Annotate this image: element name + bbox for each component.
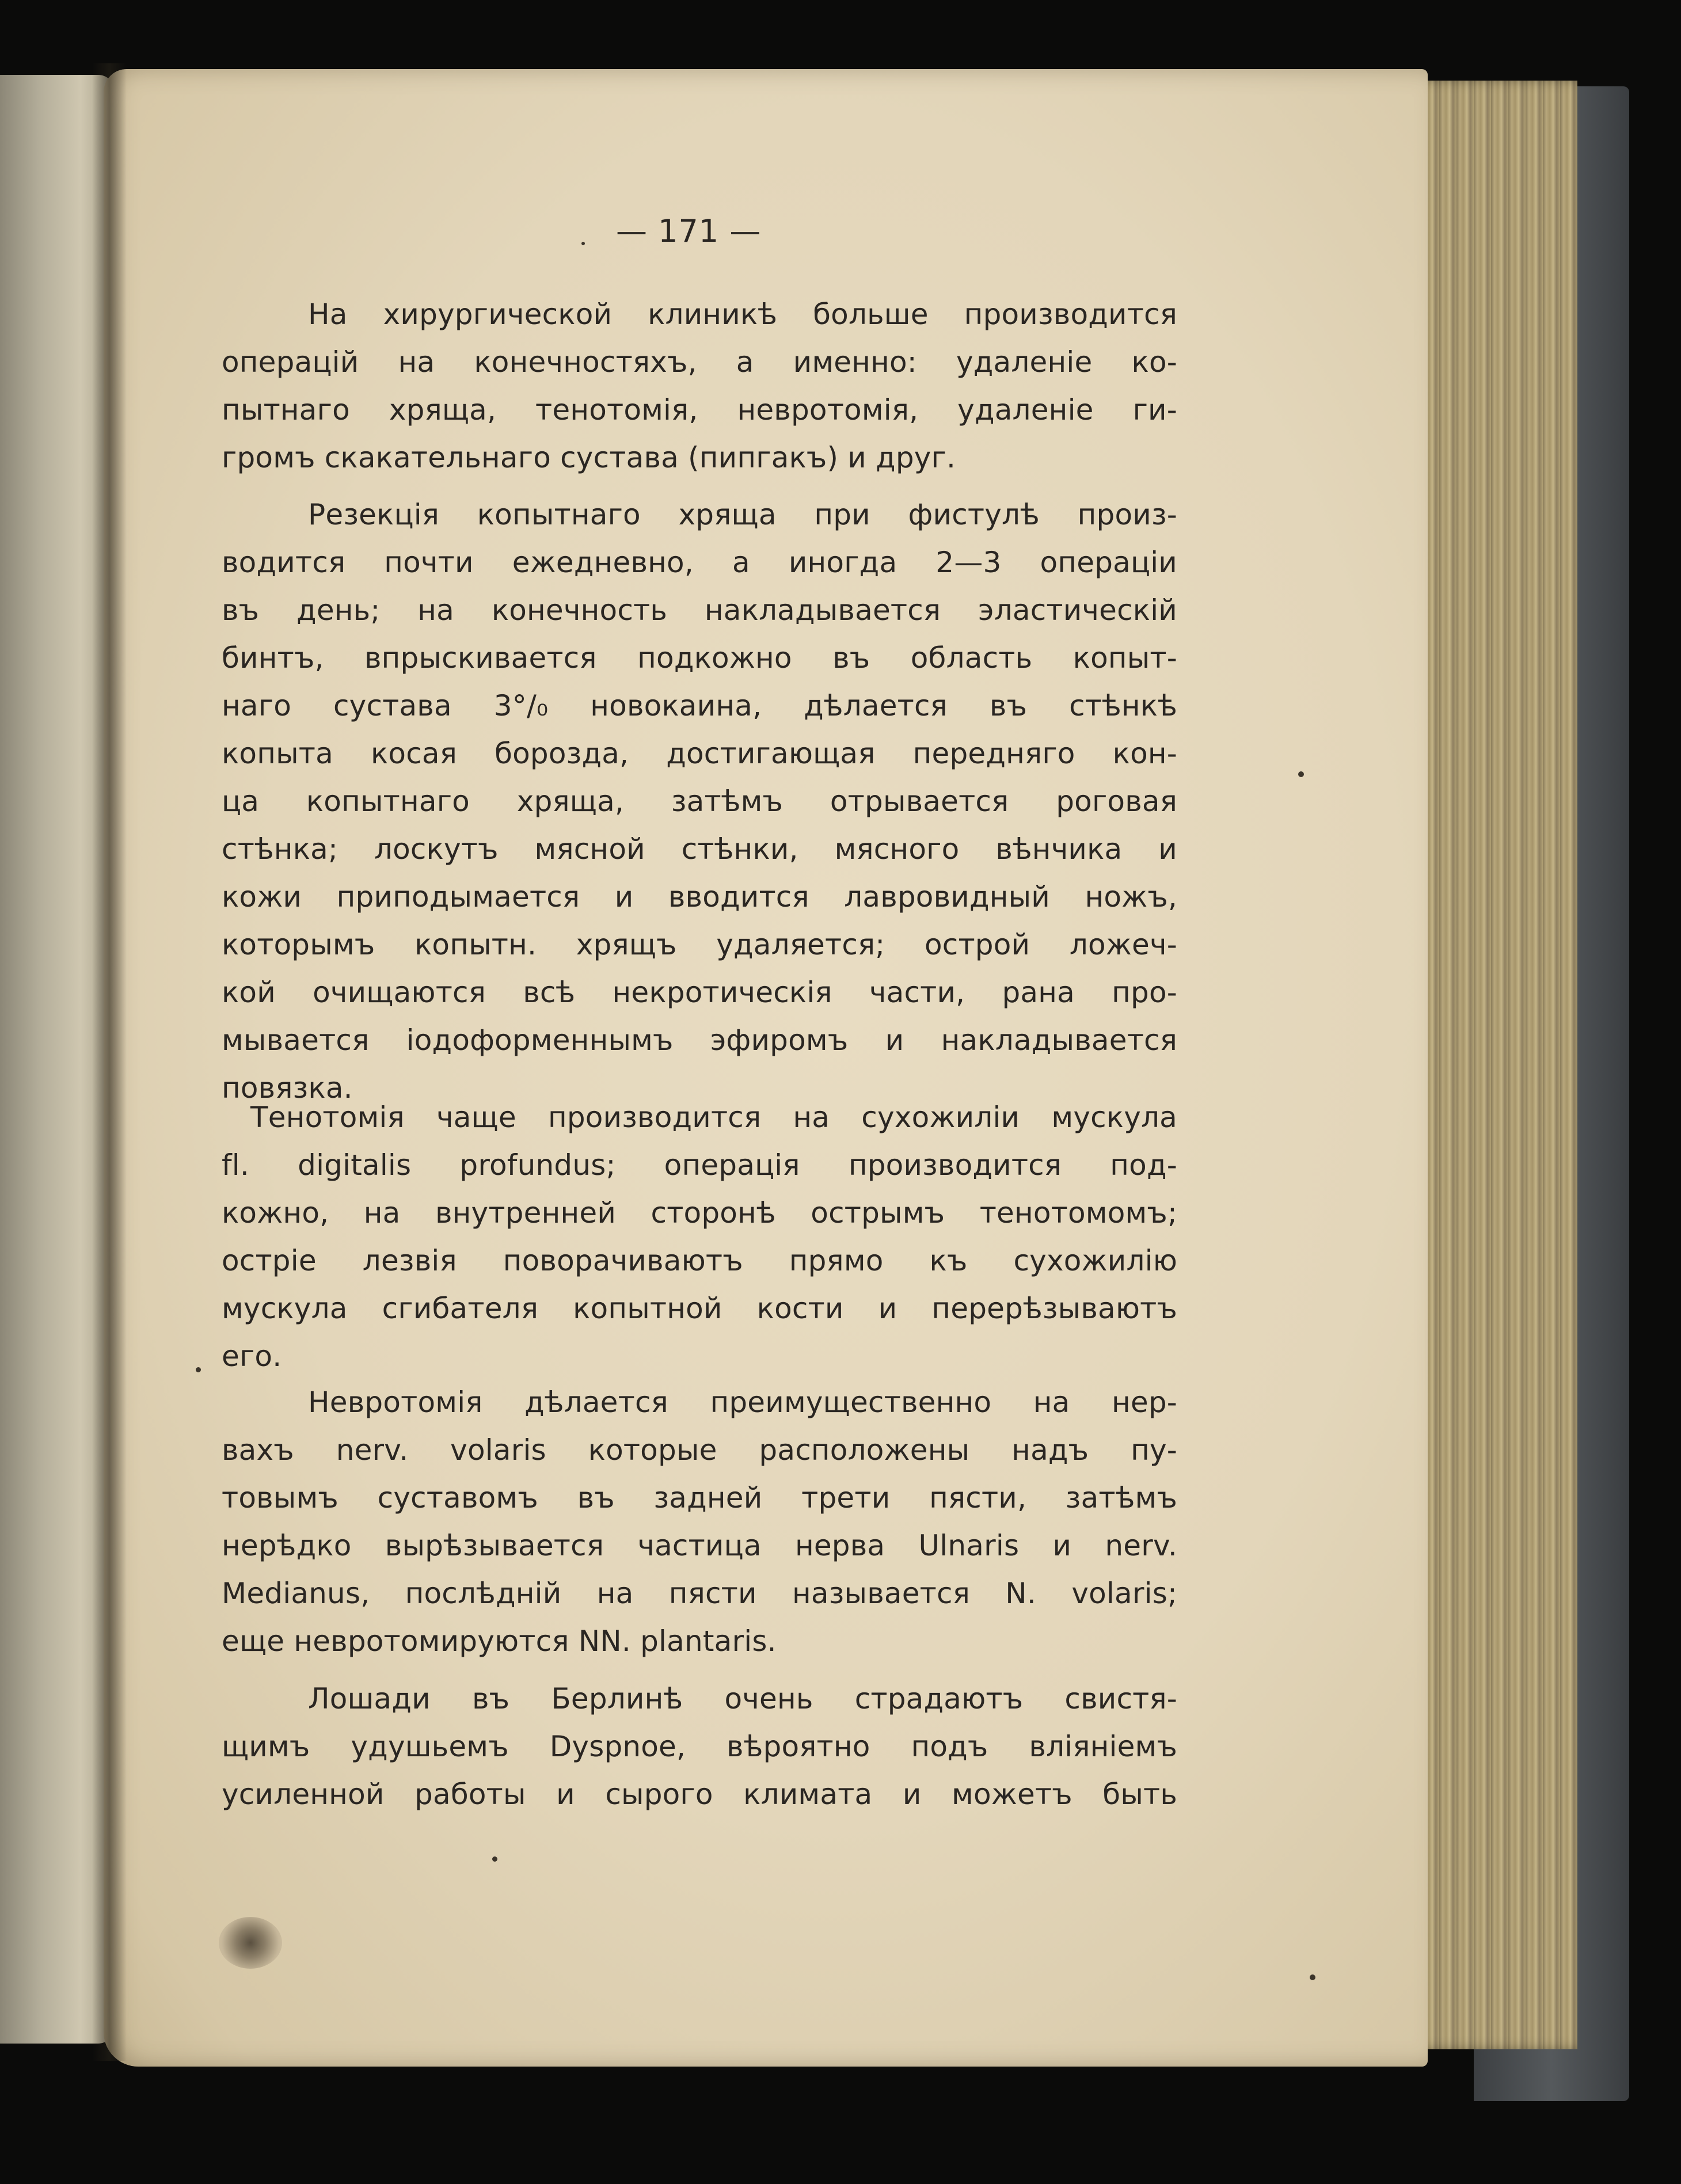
- spine-shadow: [92, 63, 127, 2061]
- paper-speck: [581, 242, 585, 245]
- text-line: щимъ удушьемъ Dyspnoe, вѣроятно подъ вліяніемъ: [222, 1730, 1177, 1763]
- text-line: еще невротомируются NN. plantaris.: [222, 1624, 777, 1658]
- paper-speck: [492, 1856, 497, 1862]
- text-line: операцій на конечностяхъ, а именно: удаленіе ко-: [222, 345, 1177, 379]
- page-edges: [1405, 81, 1577, 2049]
- text-line: Лошади въ Берлинѣ очень страдаютъ свистя-: [308, 1682, 1177, 1715]
- paragraph-3: [222, 1094, 1177, 1380]
- text-line: его.: [222, 1340, 282, 1373]
- text-line: остріе лезвія поворачиваютъ прямо къ сухожилію: [222, 1244, 1177, 1277]
- ink-blot: [219, 1917, 282, 1969]
- text-line: въ день; на конечность накладывается эластическій: [222, 593, 1177, 627]
- text-line: мывается іодоформеннымъ эфиромъ и накладывается: [222, 1023, 1177, 1057]
- paper-speck: [1310, 1974, 1315, 1980]
- page-number: — 171 —: [616, 213, 762, 249]
- text-line: нерѣдко вырѣзывается частица нерва Ulnaris и nerv.: [222, 1529, 1177, 1562]
- text-line: повязка.: [222, 1071, 353, 1105]
- paragraph-5: [222, 1675, 1177, 1818]
- text-line: кожи приподымается и вводится лавровидный ножъ,: [222, 880, 1177, 914]
- text-line: Medianus, послѣдній на пясти называется N. volaris;: [222, 1577, 1177, 1610]
- text-line: товымъ суставомъ въ задней трети пясти, затѣмъ: [222, 1481, 1177, 1515]
- text-line: fl. digitalis profundus; операція производится под-: [222, 1148, 1177, 1182]
- text-line: водится почти ежедневно, а иногда 2—3 операціи: [222, 546, 1177, 579]
- paragraph-1: [222, 291, 1177, 482]
- text-line: мускула сгибателя копытной кости и перерѣзываютъ: [222, 1292, 1177, 1325]
- paper-speck: [1298, 771, 1304, 777]
- text-line: ца копытнаго хряща, затѣмъ отрывается роговая: [222, 785, 1177, 818]
- text-line: кой очищаются всѣ некротическія части, рана про-: [222, 976, 1177, 1009]
- text-line: усиленной работы и сырого климата и можетъ быть: [222, 1778, 1177, 1811]
- text-line: пытнаго хряща, тенотомія, невротомія, удаленіе ги-: [222, 393, 1177, 427]
- paper-speck: [196, 1367, 201, 1372]
- text-line: бинтъ, впрыскивается подкожно въ область копыт-: [222, 641, 1177, 675]
- text-line: На хирургической клиникѣ больше производится: [308, 298, 1177, 331]
- text-line: кожно, на внутренней сторонѣ острымъ тенотомомъ;: [222, 1196, 1177, 1230]
- text-line: Невротомія дѣлается преимущественно на нер-: [308, 1386, 1177, 1419]
- text-line: наго сустава 3°/₀ новокаина, дѣлается въ стѣнкѣ: [222, 689, 1177, 722]
- paragraph-4: [222, 1379, 1177, 1665]
- paragraph-2: [222, 491, 1177, 1112]
- text-line: Тенотомія чаще производится на сухожиліи мускула: [250, 1101, 1177, 1134]
- text-line: громъ скакательнаго сустава (пипгакъ) и друг.: [222, 441, 956, 474]
- text-line: вахъ nerv. volaris которые расположены надъ пу-: [222, 1433, 1177, 1467]
- text-line: которымъ копытн. хрящъ удаляется; острой ложеч-: [222, 928, 1177, 961]
- text-line: копыта косая борозда, достигающая передняго кон-: [222, 737, 1177, 770]
- text-line: Резекція копытнаго хряща при фистулѣ произ-: [308, 498, 1177, 531]
- text-line: стѣнка; лоскутъ мясной стѣнки, мясного вѣнчика и: [222, 832, 1177, 866]
